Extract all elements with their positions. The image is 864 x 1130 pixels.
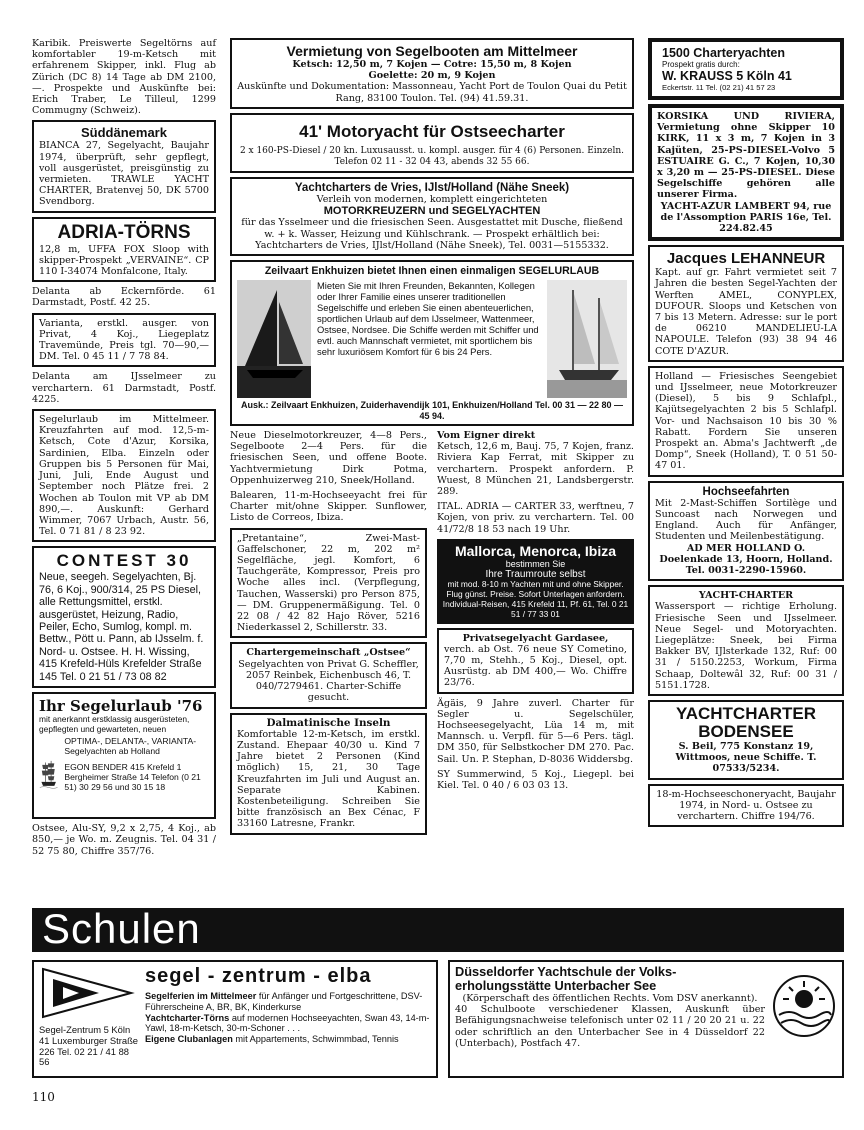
ad-text: 40 Schulboote verschiedener Klassen, Auskunft über Befähigungsnachweise telefonisch unter 02 11 / 20 20 21 u. 22 oder schriftlich an den Unterbacher See in 4 Düsseldorf 22 (Unterbach), Postfach 47. [455,1004,765,1049]
ad-line: Auskünfte und Dokumentation: Massonneau, Yacht Port de Toulon Quai du Petit Rang, 83100 Toulon. Tel. (94) 41.59.31. [237,81,627,104]
ad-sueddaenemark [32,120,216,212]
column-middle [230,38,634,839]
ad-privatsegelyacht-gardasee [437,628,634,694]
ad-contact: AD MER HOLLAND O. Doelenkade 13, Hoorn, Holland. Tel. 0031-2290-15960. [659,542,833,576]
ad-address: Eckertstr. 11 Tel. (02 21) 41 57 23 [662,83,776,92]
ad-balearen: Balearen, 11-m-Hochseeyacht frei für Charter mit/ohne Skipper. Sunflower, Listo de Correos, Ibiza. [230,490,427,524]
sailboat-photo-left [237,280,311,398]
ad-korsika-riviera [648,104,844,241]
ad-text: Kapt. auf gr. Fahrt vermietet seit 7 Jahren die besten Segel-Yachten der Werften AMEL, CONYPLEX, DUFOUR. Sloops und Ketschen von 7 bis 13 Metern. Adresse: sur le port de 06210 MANDELIEU-LA NAPOULE. Telefon (93) 38 94 46 COTE D'AZUR. [655,267,837,357]
ad-line-bold: MOTORKREUZERN und SEGELYACHTEN [323,205,541,218]
sailboat-photo-right-image [547,280,627,398]
ad-subtitle: (Körperschaft des öffentlichen Rechts. Vom DSV anerkannt). [462,993,758,1004]
ad-adria [32,217,216,283]
ad-lehanneur [648,245,844,362]
ad-contact: YACHT-AZUR LAMBERT 94, rue de l'Assomption PARIS 16e, Tel. 224.82.45 [660,200,832,235]
ad-text: Mieten Sie mit Ihren Freunden, Bekannten, Kollegen oder Ihrer Familie eines unserer traditionellen Segelschiffe und erleben Sie einen abenteuerlichen, sportlichen Urlaub auf dem IJsselmeer, Wattenmeer, Ostsee, Nordsee. Die Schiffe werden mit Schiffer und evtl. auch Mannschaft vermietet, mit sportlichem bis sehr luxuriösem Komfort für 6 bis 24 Pers. [317,280,539,358]
ad-mallorca [437,539,634,624]
ad-title: Zeilvaart Enkhuizen bietet Ihnen einen einmaligen SEGELURLAUB [264,265,600,278]
ad-text: Segelyachten von Privat G. Scheffler, 2057 Reinbek, Eichenbusch 46, T. 040/7279461. Charter-Schiffe gesucht. [238,658,419,704]
ad-subtitle: mit anerkannt erstklassig ausgerüsteten, gepflegten und gewarteten, neuen [39,713,190,734]
ad-line: für Anfänger und Fortgeschrittene, DSV-Führerscheine A, BR, BK, Kinderkurse [145,991,423,1012]
ad-title: ADRIA-TÖRNS [57,221,191,243]
ad-yachtcharter-bodensee [648,700,844,780]
ad-title: 1500 Charteryachten [662,46,785,60]
ad-varianta: Varianta, erstkl. ausger. von Privat, 4 Koj., Liegeplatz Travemünde, Preis tgl. 70—90,— DM. Tel. 0 45 11 / 7 78 84. [32,313,216,368]
ad-hochseefahrten [648,481,844,581]
ad-line: Verleih von modernen, komplett eingerichteten [316,194,548,206]
ad-text: BIANCA 27, Segelyacht, Baujahr 1974, überprüft, sehr gepflegt, voll ausgerüstet, preisgünstig zu vermieten. TRAWLE YACHT CHARTER, Bratenvej 50, DK 5700 Svendborg. [39,140,209,208]
ad-line: auf modernen Hochseeyachten, Swan 43, 14-m-Yawl, 18-m-Ketsch, 30-m-Schoner . . . [145,1012,430,1034]
column-left [32,38,216,861]
ad-subtitle: Prospekt gratis durch: [662,60,740,69]
ad-aegaeis: Ägäis, 9 Jahre zuverl. Charter für Segler u. Segelschüler, Hochseesegelyacht, Lüa 14 m, mit Mannsch. u. Verpfl. für 5—6 Pers. tägl. DM 350, für Selbstkocher DM 270. Pac. Sail. Un. P. Stephan, D-8036 Widdersbg. [437,697,634,765]
sun-wave-logo-icon [771,973,837,1039]
ad-duesseldorfer-yachtschule [448,960,844,1078]
ad-title: CONTEST 30 [56,551,192,571]
ad-zeilvaart-enkhuizen [230,260,634,426]
ad-models: OPTIMA-, DELANTA-, VARIANTA-Segelyachten ab Holland [64,736,197,757]
ad-karibik: Karibik. Preiswerte Segeltörns auf komfortabler 19-m-Ketsch mit erfahrenem Skipper, inkl. Flug ab Zürich (DC 8) 14 Tage ab DM 2100,—. Prospekte und Auskünfte bei: Erich Traber, Le Tilleul, 1299 Commugny (Schweiz). [32,38,216,117]
ad-text: Neue, seegeh. Segelyachten, Bj. 76, 6 Koj., 900/314, 25 PS Diesel, alle Rettungsmittel, erstkl. ausgerüstet, Heizung, Radio, Peiler, Echo, Sumlog, kompl. m. Bettw., Pött u. Pann, ab IJsselm. f. Nord- u. Ostsee. H. H. Wissing, 415 Krefeld-Hüls Krefelder Straße 145 Tel. 0 21 51 / 73 08 82 [39,571,204,683]
ad-title: Düsseldorfer Yachtschule der Volks-erholungsstätte Unterbacher See [455,964,677,993]
sailing-ship-illustration [39,736,58,814]
ad-krauss [648,38,844,100]
page-number: 110 [32,1090,55,1104]
ad-title: YACHTCHARTER BODENSEE [675,703,817,741]
ad-line: mit Appartements, Schwimmbad, Tennis [235,1034,399,1045]
ad-title: Vermietung von Segelbooten am Mittelmeer [286,43,578,59]
ad-line: Individual-Reisen, 415 Krefeld 11, Pf. 61, Tel. 0 21 51 / 77 33 01 [442,599,629,619]
ad-title: segel - zentrum - elba [145,965,372,987]
ad-title: 41' Motoryacht für Ostseecharter [299,121,565,141]
ad-name: W. KRAUSS 5 Köln 41 [662,69,792,83]
pennant-flag-icon [39,965,135,1021]
ad-title: Vom Eigner direkt [437,430,536,442]
sailboat-photo-right [547,280,627,398]
ad-text: 12,8 m, UFFA FOX Sloop with skipper-Prospekt „VERVAINE“. CP 110 I-34074 Monfalcone, Italy. [39,243,209,278]
ad-line-bold: Yachtcharter-Törns [145,1012,230,1023]
ad-text: S. Beil, 775 Konstanz 19, Wittmoos, neue Schiffe. T. 07533/5234. [675,740,817,775]
ad-pretantaine: „Pretantaine“, Zwei-Mast-Gaffelschoner, 22 m, 202 m² Segelfläche, jegl. Komfort, 6 Tauchgeräte, Kompressor, Preis pro Woche alles incl. (Verpflegung, Tauchen, Wasserski) pro Person 875,— DM. Gruppenermäßigung. Tel. 0 22 08 / 42 82 Hajo Röver, 5216 Niederkassel 2, Schillerstr. 33. [230,528,427,639]
ad-title: Yachtcharters de Vries, IJlst/Holland (Nähe Sneek) [294,182,570,195]
ad-text: Wassersport — richtige Erholung. Friesische Seen und IJsselmeer. Neue Segel- und Motoryachten. Liegeplätze: Sneek, bei Firma Bakker BV, IJlsterkade 132, Ruf: 00 31 / 5150.2253, Workum, Firma Schaap, Doltewâl 32, Ruf: 00 31 / 5151.1728. [655,601,837,691]
ad-contact: EGON BENDER 415 Krefeld 1 Bergheimer Straße 14 Telefon (0 21 51) 30 29 56 und 30 15 18 [64,762,201,793]
ad-text: verch. ab Ost. 76 neue SY Cometino, 7,70 m, Stehh., 5 Koj., Diesel, opt. Ausrüstg. ab DM 400,— Wo. Chiffre 23/76. [444,643,627,689]
ad-line: bestimmen Sie [505,558,566,569]
ad-title: Ihr Segelurlaub '76 [39,696,203,715]
ad-delanta-ijsselmeer: Delanta am IJsselmeer zu verchartern. 61 Darmstadt, Postf. 4225. [32,371,216,405]
sailboat-photo-left-image [237,280,311,398]
ad-title: Hochseefahrten [702,485,790,498]
ad-segelurlaub-mittelmeer: Segelurlaub im Mittelmeer. Kreuzfahrten auf mod. 12,5-m-Ketsch, Cote d'Azur, Korsika, Sardinien, Elba. Einzeln oder Gruppen bis 5 Personen für Mai, Juni, Juli, Ende August und September noch Plätze frei. 2 Wochen ab Toulon mit VP ab DM 890,—. Auskunft: Gerhard Wimmer, 7067 Urbach, Austr. 56, Tel. 0 71 81 / 8 23 92. [32,409,216,542]
ad-contest-30 [32,546,216,688]
ad-title: Privatsegelyacht Gardasee, [462,632,609,644]
ad-line-bold: Segelferien im Mittelmeer [145,991,257,1001]
ad-line: Goelette: 20 m, 9 Kojen [368,70,496,82]
ad-hochseeschoneryacht: 18-m-Hochseeschoneryacht, Baujahr 1974, in Nord- u. Ostsee zu verchartern. Chiffre 194/76. [648,784,844,828]
ad-text: 2 x 160-PS-Diesel / 20 kn. Luxusausst. u. kompl. ausger. für 4 (6) Personen. Einzeln. Telefon 02 11 - 32 04 43, abends 32 55 66. [239,145,625,168]
ad-segel-zentrum-elba [32,960,438,1078]
ad-dalmatinische-inseln [230,713,427,835]
ad-delanta-eckernfoerde: Delanta ab Eckernförde. 61 Darmstadt, Postf. 42 25. [32,286,216,309]
ad-address: Segel-Zentrum 5 Köln 41 Luxemburger Straße 226 Tel. 02 21 / 41 88 56 [39,1024,139,1068]
ad-ital-adria: ITAL. ADRIA — CARTER 33, werftneu, 7 Kojen, von priv. zu verchartern. Tel. 00 41/72/8 18 53 nach 19 Uhr. [437,501,634,535]
ad-title: Dalmatinische Inseln [266,716,391,729]
section-title-schulen: Schulen [42,905,201,952]
ad-motoryacht-ostsee [230,113,634,173]
ad-line-bold: Eigene Clubanlagen [145,1034,233,1045]
ad-ihr-segelurlaub [32,692,216,819]
ad-title: Chartergemeinschaft „Ostsee“ [246,647,411,659]
ad-yachtcharters-de-vries [230,177,634,256]
ad-line: Ihre Traumroute selbst [485,569,586,581]
ad-contact: Ausk.: Zeilvaart Enkhuizen, Zuiderhavendijk 101, Enkhuizen/Holland Tel. 00 31 — 22 80 — 45 94. [241,400,623,421]
ad-text: KORSIKA UND RIVIERA, Vermietung ohne Skipper 10 KIRK, 11 x 3 m, 7 Kojen in 3 Kajüten, 25-PS-DIESEL-Volvo 5 ESTUAIRE G. C., 7 Kojen, 10,30 x 3,20 m — 25-PS-DIESEL. Diese Segelschiffe gehören alle unserer Firma. [657,111,835,201]
column-right [648,38,844,831]
ad-sy-summerwind: SY Summerwind, 5 Koj., Liegepl. bei Kiel. Tel. 0 40 / 6 03 03 13. [437,768,634,792]
ad-chartergemeinschaft-ostsee [230,642,427,708]
ad-vom-eigner [437,430,634,497]
ad-holland-friesisches: Holland — Friesisches Seengebiet und IJsselmeer, neue Motorkreuzer (Diesel), 5 bis 9 Schlafpl., Kajütsegelyachten 2 bis 5 Schlafpl. Vor- und Nachsaison 10 bis 30 % Rabatt. Fordern Sie unseren Prospekt an. Abma's Jachtwerft „de Domp“, Sneek (Holland), T. 0 51 50-47 01. [648,366,844,477]
ad-title: Mallorca, Menorca, Ibiza [454,542,617,559]
ad-title: Jacques LEHANNEUR [666,250,826,268]
ad-text: Mit 2-Mast-Schiffen Sortilège und Suncoast nach Norwegen und England. Auch für Anfänger, Studenten und Meilenbestätigung. [655,497,837,543]
ad-line: Ketsch: 12,50 m, 7 Kojen — Cotre: 15,50 m, 8 Kojen [292,59,572,70]
ad-text: Ketsch, 12,6 m, Bauj. 75, 7 Kojen, franz. Riviera Kap Ferrat, mit Skipper zu verchartern. Prospekt anfordern. P. Wuest, 8 München 21, Landsbergerstr. 289. [437,441,634,498]
ad-neue-dieselmotorkreuzer: Neue Dieselmotorkreuzer, 4—8 Pers., Segelboote 2—4 Pers. für die friesischen Seen, und offene Boote. Yachtvermietung Dirk Potma, Oppenhuizerweg 210, Sneek/Holland. [230,430,427,486]
ad-title: Süddänemark [81,125,167,141]
ad-ostsee-alu: Ostsee, Alu-SY, 9,2 x 2,75, 4 Koj., ab 850,— je Wo. m. Zeugnis. Tel. 04 31 / 52 75 80, Chiffre 357/76. [32,823,216,857]
ad-yacht-charter [648,585,844,696]
ad-text: Komfortable 12-m-Ketsch, im erstkl. Zustand. Ehepaar 40/30 u. Kind 7 Jahre bietet 2 Personen (Kind möglich) 15, 21, 30 Tage Kreuzfahrten im Juli und August an. Separate Kabinen. Kostenbeteiligung. Schreiben Sie bitte französisch an Bex Cénac, F 33160 Latresne, Frankr. [237,728,420,830]
ad-line: mit mod. 8-10 m Yachten mit und ohne Skipper. Flug günst. Preise. Sofort Unterlagen anfordern. [446,579,625,600]
ad-title: YACHT-CHARTER [698,590,794,602]
ad-text: für das Ysselmeer und die friesischen Seen. Ausgestattet mit Dusche, fließend w. + k. Wasser, Heizung und Kühlschrank. — Prospekt erhältlich bei: Yachtcharters de Vries, IJlst/Holland (Nähe Sneek), Tel. 0031—5155332. [241,217,623,251]
ad-vermietung-mittelmeer [230,38,634,109]
